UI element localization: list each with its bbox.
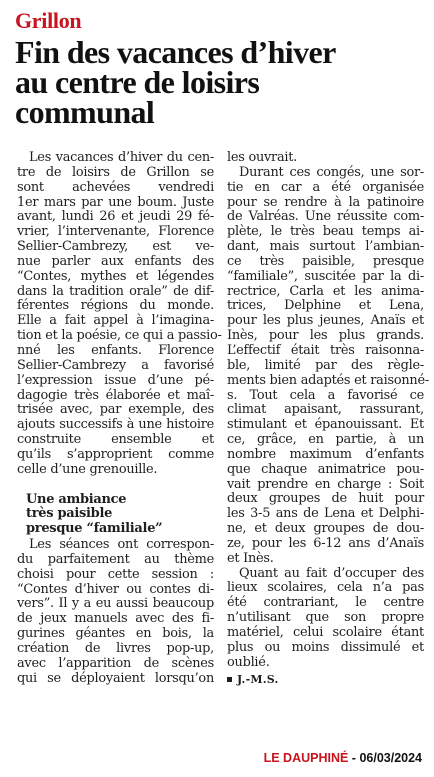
text-line: L’effectif était très raisonna- bbox=[227, 342, 424, 358]
text-line: plète, le très beau temps ai- bbox=[227, 224, 424, 240]
text-line: nombre maximum d’enfants bbox=[227, 446, 424, 462]
text-line: vait prendre en charge : Soit bbox=[227, 476, 424, 492]
text-line: matériel, celui scolaire étant bbox=[227, 625, 424, 640]
text-line: rectrice, Carla et les anima- bbox=[227, 283, 424, 299]
text-line: l’expression issue d’une pé- bbox=[17, 372, 214, 388]
text-line: Les séances ont correspon- bbox=[29, 537, 214, 553]
author-signature bbox=[227, 672, 424, 687]
text-line: vers”. Il y a eu aussi beaucoup bbox=[17, 596, 214, 612]
text-line: Sellier-Cambrezy a favorisé bbox=[17, 357, 214, 373]
text-line: ments bien adaptés et raisonné- bbox=[227, 372, 429, 388]
text-line: trisée avec, par exemple, des bbox=[17, 402, 214, 418]
text-line: dans la tradition orale” de dif- bbox=[17, 283, 214, 299]
text-line: “Contes, mythes et légendes bbox=[17, 268, 214, 284]
headline-line: communal bbox=[15, 94, 155, 130]
article-headline bbox=[15, 34, 336, 130]
newspaper-name: LE DAUPHINÉ bbox=[263, 751, 349, 765]
text-line: été contrariant, le centre bbox=[227, 595, 424, 611]
text-line: pour se rendre à la patinoire bbox=[227, 194, 424, 210]
text-line: de jeux manuels avec des fi- bbox=[17, 611, 214, 627]
text-line: construite ensemble et bbox=[17, 432, 214, 448]
text-line: plus ou moins dissimulé et bbox=[227, 639, 424, 655]
text-line: nné les enfants. Florence bbox=[17, 342, 214, 358]
text-line: dant, mais surtout l’ambian- bbox=[227, 239, 424, 255]
text-line: climat apaisant, rassurant, bbox=[227, 402, 424, 418]
text-line: n’utilisant que son propre bbox=[227, 610, 424, 626]
text-line: ajouts successifs à une histoire bbox=[17, 417, 214, 433]
text-line: nue parler aux enfants des bbox=[17, 253, 214, 269]
body-paragraph bbox=[227, 151, 424, 166]
text-line: choisi pour cette session : bbox=[17, 566, 214, 582]
text-line: dagogie très élaborée et maî- bbox=[17, 387, 214, 403]
text-line: les 3-5 ans de Lena et Delphi- bbox=[227, 506, 424, 522]
credit-separator: - bbox=[348, 751, 360, 765]
text-line: que chaque animatrice pou- bbox=[227, 461, 424, 477]
text-line: ne, et deux groupes de dou- bbox=[227, 521, 424, 537]
text-line: Elle a fait appel à l’imagina- bbox=[17, 313, 214, 329]
subheading-line: très paisible bbox=[26, 506, 113, 522]
text-line: qu’ils s’approprient comme bbox=[17, 446, 214, 462]
headline-line: au centre de loisirs bbox=[15, 64, 260, 100]
publication-date: 06/03/2024 bbox=[359, 751, 422, 765]
section-kicker: Grillon bbox=[15, 8, 82, 33]
text-line: oublié. bbox=[227, 654, 270, 670]
subheading-line: Une ambiance bbox=[26, 491, 127, 507]
text-line: Les vacances d’hiver du cen- bbox=[29, 150, 214, 165]
square-bullet-icon bbox=[227, 677, 232, 682]
text-line: création de livres pop-up, bbox=[17, 640, 214, 656]
body-paragraph bbox=[17, 538, 214, 686]
text-line: vrier, l’intervenante, Florence bbox=[17, 224, 214, 240]
text-line: 1er mars par une boum. Juste bbox=[17, 194, 214, 210]
body-paragraph bbox=[17, 150, 222, 478]
text-line: du parfaitement au thème bbox=[17, 551, 214, 567]
article-column-right bbox=[227, 150, 429, 687]
text-line: ze, pour les 6-12 ans d’Anaïs bbox=[227, 535, 424, 551]
text-line: Sellier-Cambrezy, est ve- bbox=[17, 239, 214, 255]
text-line: Quant au fait d’occuper des bbox=[239, 565, 424, 581]
text-line: tre de loisirs de Grillon se bbox=[17, 164, 214, 180]
text-line: sont achevées vendredi bbox=[17, 179, 214, 195]
text-line: ce, grâce, en partie, à un bbox=[227, 432, 424, 448]
text-line: trices, Delphine et Lena, bbox=[227, 298, 424, 314]
article-column-left bbox=[17, 150, 222, 687]
text-line: celle d’une grenouille. bbox=[17, 461, 158, 477]
author-initials: J.-M.S. bbox=[237, 672, 279, 686]
text-line: Inès, pour les plus grands. bbox=[227, 328, 424, 344]
subheading-line: presque “familiale” bbox=[26, 520, 163, 536]
body-paragraph bbox=[227, 567, 424, 671]
text-line: stimulant et épanouissant. Et bbox=[227, 417, 424, 433]
text-line: férentes régions du monde. bbox=[17, 298, 214, 314]
body-paragraph bbox=[227, 164, 429, 567]
text-line: les ouvrait. bbox=[227, 150, 298, 165]
text-line: lieux scolaires, cela n’a pas bbox=[227, 580, 424, 596]
text-line: tion et la poésie, ce qui a passio- bbox=[17, 328, 222, 344]
text-line: et Inès. bbox=[227, 550, 274, 566]
text-line: avec l’apparition de scènes bbox=[17, 655, 214, 671]
source-credit bbox=[264, 751, 422, 766]
text-line: de Valréas. Une réussite com- bbox=[227, 209, 424, 225]
text-line: deux groupes de huit pour bbox=[227, 491, 424, 507]
text-line: tie en car a été organisée bbox=[227, 179, 424, 195]
headline-line: Fin des vacances d’hiver bbox=[15, 34, 336, 70]
subheading bbox=[17, 493, 214, 537]
text-line: pour les plus jeunes, Anaïs et bbox=[227, 313, 424, 329]
text-line: Durant ces congés, une sor- bbox=[239, 164, 424, 180]
text-line: ce très paisible, presque bbox=[227, 253, 424, 269]
text-line: “Contes d’hiver ou contes di- bbox=[17, 581, 214, 597]
text-line: ble, limité par des règle- bbox=[227, 357, 424, 373]
text-line: “familiale”, suscitée par la di- bbox=[227, 268, 424, 284]
text-line: qui se déployaient lorsqu’on bbox=[17, 670, 214, 686]
text-line: gurines géantes en bois, la bbox=[17, 626, 214, 642]
text-line: s. Tout cela a favorisé ce bbox=[227, 387, 424, 403]
text-line: avant, lundi 26 et jeudi 29 fé- bbox=[17, 209, 214, 225]
